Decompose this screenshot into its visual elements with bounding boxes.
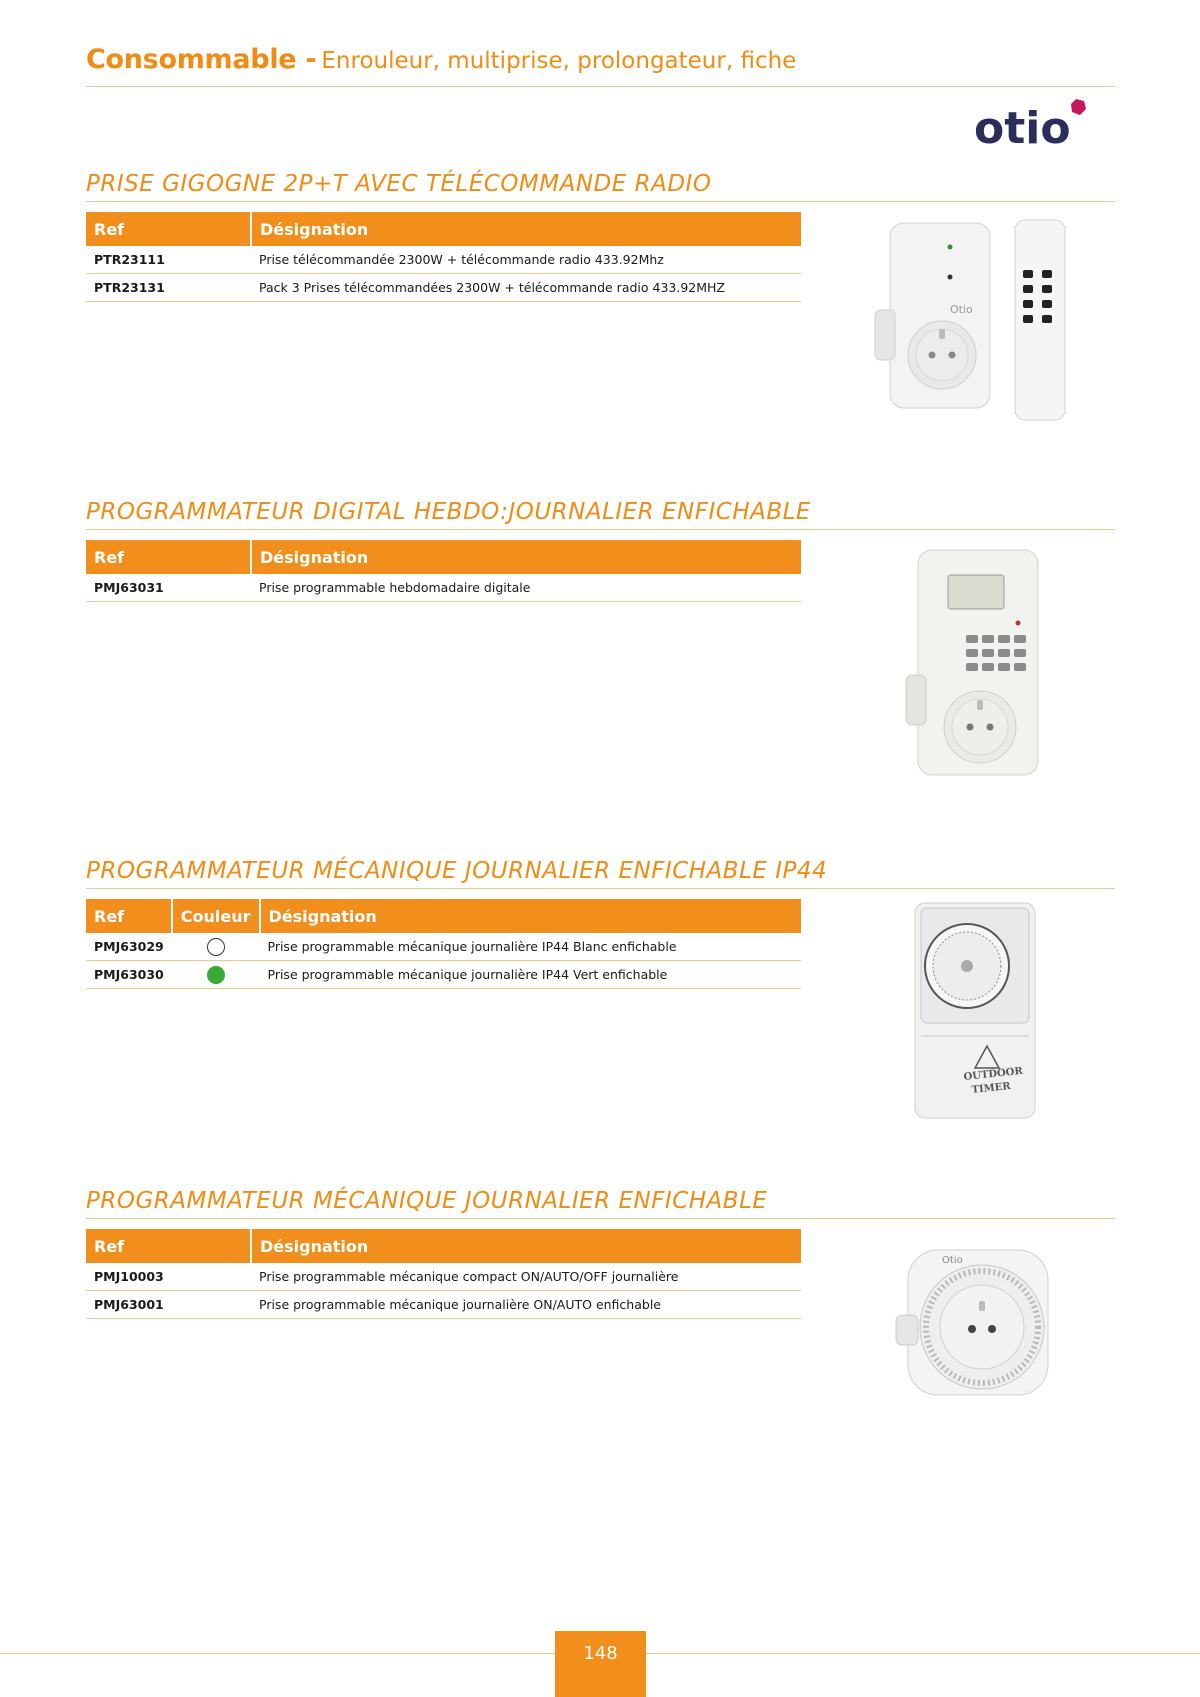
- page-title: Consommable -: [86, 44, 317, 75]
- color-cell: [172, 961, 260, 989]
- section-outdoor-timer: [86, 854, 1115, 982]
- table-row: [86, 961, 801, 989]
- ref-cell: PMJ63001: [86, 1291, 251, 1319]
- outdoor-timer-image: [905, 898, 1045, 1123]
- section-remote-socket: [86, 167, 1115, 295]
- section-title: PRISE GIGOGNE 2P+T AVEC TÉLÉCOMMANDE RADIO: [86, 167, 1115, 202]
- color-cell: [172, 933, 260, 961]
- product-table: [86, 540, 801, 602]
- ref-cell: PMJ10003: [86, 1263, 251, 1291]
- header-ref: Ref: [86, 1229, 251, 1263]
- product-table: [86, 1229, 801, 1319]
- section-digital-timer: [86, 495, 1115, 595]
- svg-text:Otio: Otio: [942, 1255, 963, 1266]
- section-title: PROGRAMMATEUR MÉCANIQUE JOURNALIER ENFICHABLE: [86, 1184, 1115, 1219]
- digital-timer-socket-image: [900, 545, 1050, 780]
- page-header: [86, 44, 1115, 87]
- page-number: 148: [555, 1631, 646, 1697]
- designation-cell: Prise télécommandée 2300W + télécommande radio 433.92Mhz: [251, 246, 801, 274]
- color-swatch-green: [207, 966, 225, 984]
- header-ref: Ref: [86, 212, 251, 246]
- svg-text:otio: otio: [974, 103, 1071, 151]
- table-row: [86, 1291, 801, 1319]
- ref-cell: PMJ63029: [86, 933, 172, 961]
- ref-cell: PMJ63031: [86, 574, 251, 602]
- page-subtitle: Enrouleur, multiprise, prolongateur, fiche: [321, 48, 797, 74]
- header-designation: Désignation: [251, 1229, 801, 1263]
- svg-text:OUTDOOR: OUTDOOR: [963, 1065, 1024, 1083]
- svg-text:TIMER: TIMER: [971, 1080, 1012, 1096]
- ref-cell: PMJ63030: [86, 961, 172, 989]
- color-swatch-white: [207, 938, 225, 956]
- section-title: PROGRAMMATEUR MÉCANIQUE JOURNALIER ENFICHABLE IP44: [86, 854, 1115, 889]
- table-row: [86, 1263, 801, 1291]
- header-color: Couleur: [172, 899, 260, 933]
- product-table: [86, 899, 801, 989]
- table-row: [86, 246, 801, 274]
- header-designation: Désignation: [251, 540, 801, 574]
- designation-cell: Prise programmable mécanique journalière ON/AUTO enfichable: [251, 1291, 801, 1319]
- header-designation: Désignation: [260, 899, 802, 933]
- header-ref: Ref: [86, 899, 172, 933]
- table-row: [86, 933, 801, 961]
- designation-cell: Prise programmable hebdomadaire digitale: [251, 574, 801, 602]
- otio-logo: [972, 95, 1092, 151]
- section-title: PROGRAMMATEUR DIGITAL HEBDO:JOURNALIER ENFICHABLE: [86, 495, 1115, 530]
- header-designation: Désignation: [251, 212, 801, 246]
- ref-cell: PTR23111: [86, 246, 251, 274]
- table-row: [86, 274, 801, 302]
- designation-cell: Prise programmable mécanique journalière IP44 Blanc enfichable: [260, 933, 802, 961]
- header-ref: Ref: [86, 540, 251, 574]
- designation-cell: Prise programmable mécanique compact ON/AUTO/OFF journalière: [251, 1263, 801, 1291]
- table-row: [86, 574, 801, 602]
- designation-cell: Pack 3 Prises télécommandées 2300W + télécommande radio 433.92MHZ: [251, 274, 801, 302]
- ref-cell: PTR23131: [86, 274, 251, 302]
- designation-cell: Prise programmable mécanique journalière IP44 Vert enfichable: [260, 961, 802, 989]
- svg-text:Otio: Otio: [950, 303, 973, 316]
- remote-socket-with-remote-image: [870, 215, 1080, 425]
- mechanical-timer-socket-image: [890, 1245, 1060, 1405]
- product-table: [86, 212, 801, 302]
